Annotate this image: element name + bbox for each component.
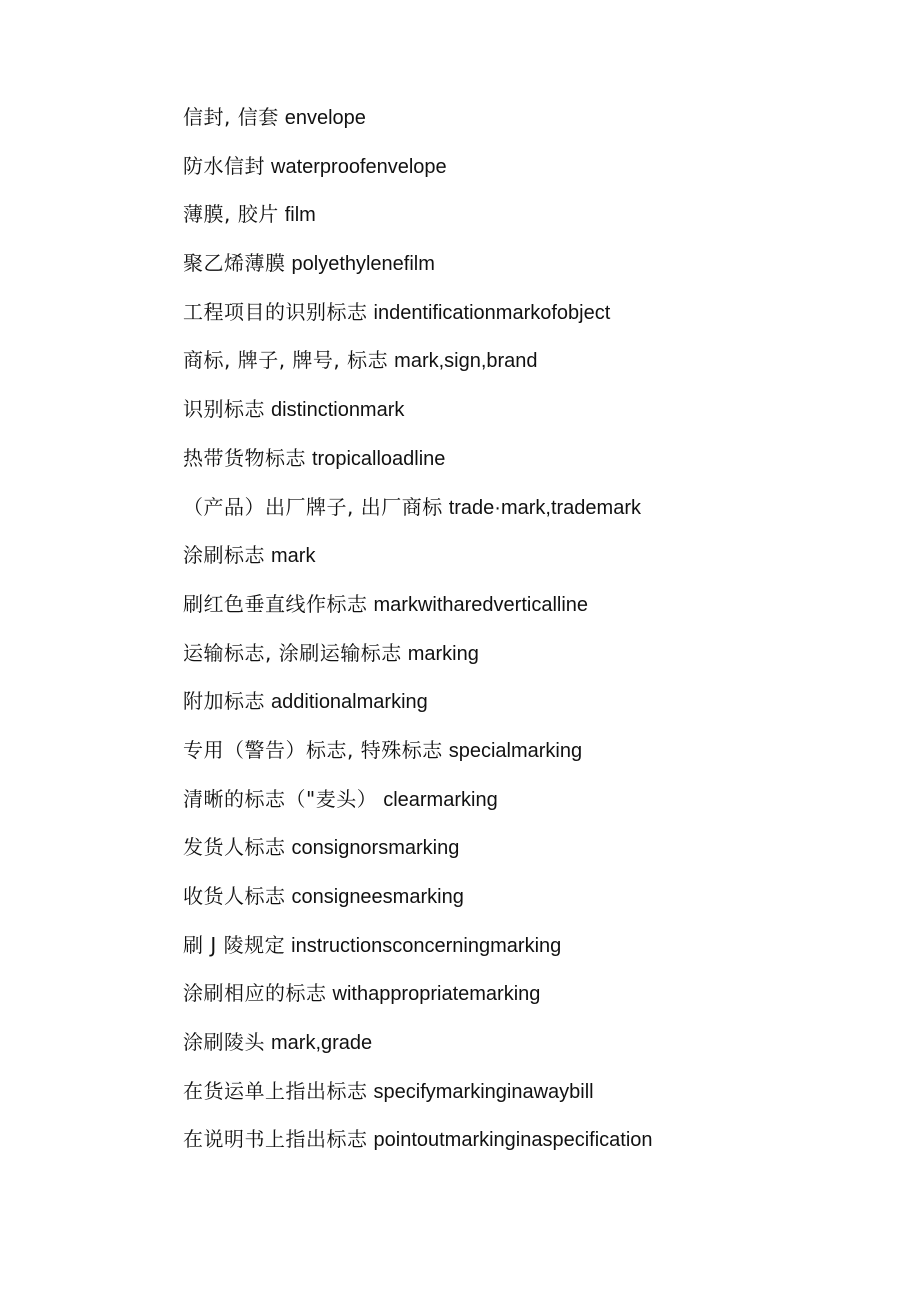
chinese-term: 涂刷标志 [183, 543, 265, 568]
english-term: withappropriatemarking [332, 983, 541, 1006]
glossary-entry [183, 1073, 653, 1122]
english-term: indentificationmarkofobject [373, 301, 611, 324]
glossary-entry [183, 683, 653, 732]
glossary-entry [183, 781, 653, 830]
glossary-entry [183, 635, 653, 684]
chinese-term: 刷红色垂直线作标志 [183, 591, 368, 616]
english-term: mark,grade [271, 1032, 373, 1055]
glossary-entry [183, 927, 653, 976]
chinese-term: 在货运单上指出标志 [183, 1078, 368, 1103]
english-term: specifymarkinginawaybill [373, 1080, 594, 1103]
chinese-term: 热带货物标志 [183, 445, 306, 470]
english-term: mark [271, 545, 316, 568]
glossary-entry [183, 99, 653, 148]
glossary-entry [183, 829, 653, 878]
glossary-entry [183, 586, 653, 635]
chinese-term: 发货人标志 [183, 835, 286, 860]
english-term: envelope [284, 107, 366, 129]
chinese-term: 专用（警告）标志, 特殊标志 [183, 737, 443, 762]
glossary-entry [183, 878, 653, 927]
glossary-entry [183, 975, 653, 1024]
english-term: consignorsmarking [291, 837, 460, 860]
glossary-entry [183, 294, 653, 343]
english-term: mark,sign,brand [394, 350, 538, 373]
english-term: trade·mark,trademark [448, 496, 641, 519]
english-term: marking [407, 642, 479, 665]
english-term: tropicalloadline [312, 447, 446, 470]
glossary-entry [183, 148, 653, 197]
chinese-term: 工程项目的识别标志 [183, 299, 368, 324]
chinese-term: 附加标志 [183, 689, 265, 714]
english-term: film [284, 204, 316, 227]
chinese-term: 识别标志 [183, 397, 265, 422]
chinese-term: 薄膜, 胶片 [183, 202, 279, 227]
chinese-term: 聚乙烯薄膜 [183, 251, 286, 276]
glossary-entry [183, 391, 653, 440]
chinese-term: 信封, 信套 [183, 105, 279, 129]
english-term: pointoutmarkinginaspecification [373, 1129, 653, 1152]
english-term: clearmarking [383, 788, 498, 811]
chinese-term: 刷 J 陵规定 [183, 932, 286, 957]
chinese-term: 涂刷陵头 [183, 1030, 265, 1055]
chinese-term: 防水信封 [183, 153, 265, 178]
chinese-term: 在说明书上指出标志 [183, 1127, 368, 1152]
chinese-term: 运输标志, 涂刷运输标志 [183, 640, 402, 665]
english-term: markwitharedverticalline [373, 593, 589, 616]
glossary-entry [183, 440, 653, 489]
glossary-entry [183, 537, 653, 586]
glossary-entry [183, 489, 653, 538]
glossary-list [183, 99, 653, 1170]
glossary-entry [183, 1121, 653, 1170]
english-term: polyethylenefilm [291, 253, 435, 276]
chinese-term: 商标, 牌子, 牌号, 标志 [183, 348, 389, 373]
chinese-term: 收货人标志 [183, 884, 286, 908]
english-term: waterproofenvelope [271, 155, 447, 178]
glossary-entry [183, 732, 653, 781]
english-term: distinctionmark [271, 399, 405, 422]
glossary-entry [183, 1024, 653, 1073]
english-term: additionalmarking [271, 691, 428, 714]
chinese-term: （产品）出厂牌子, 出厂商标 [183, 494, 443, 519]
english-term: instructionsconcerningmarking [291, 934, 562, 957]
glossary-entry [183, 196, 653, 245]
chinese-term: 清晰的标志（"麦头） [183, 786, 378, 811]
english-term: consigneesmarking [291, 886, 464, 908]
chinese-term: 涂刷相应的标志 [183, 981, 327, 1006]
english-term: specialmarking [448, 739, 583, 762]
glossary-entry [183, 342, 653, 391]
glossary-entry [183, 245, 653, 294]
